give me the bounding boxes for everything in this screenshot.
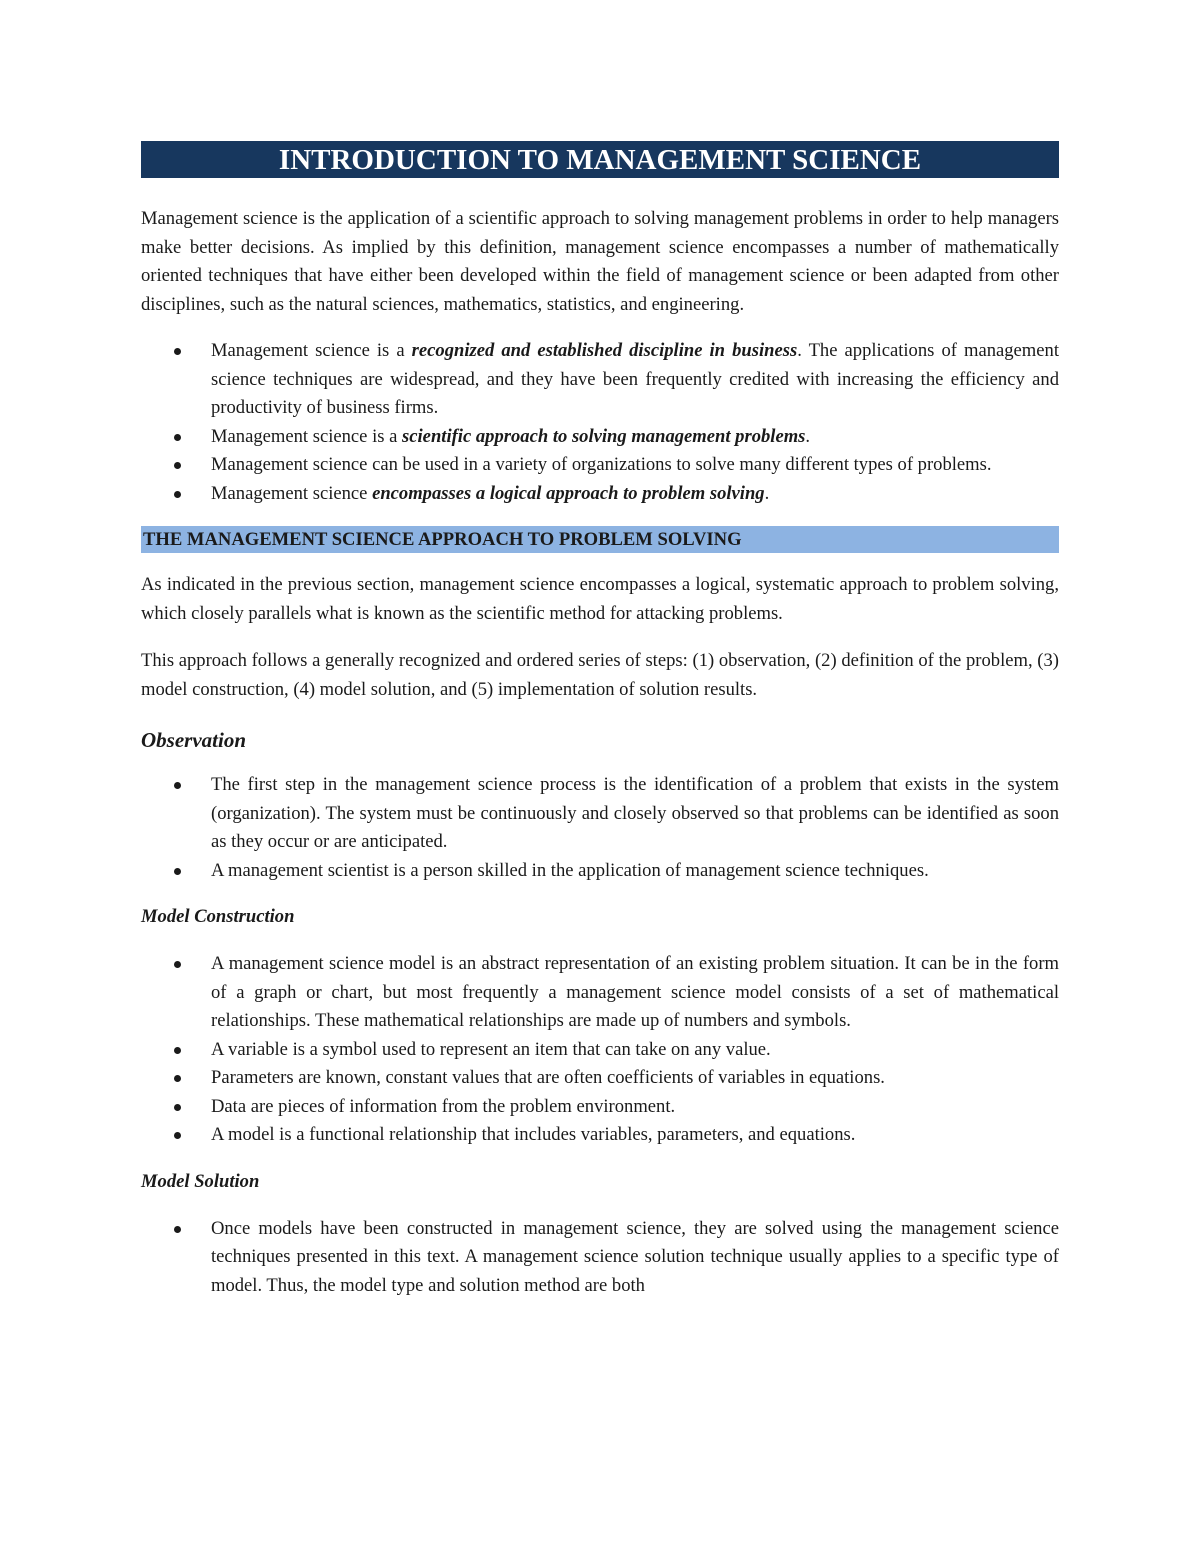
list-item: A management science model is an abstract representation of an existing problem situation. It can be in the form of a graph or chart, but most frequently a management science model consists of a set of mathematical relationships. These mathematical relationships are made up of numbers and symbols. [141,950,1059,1036]
observation-bullet-list [141,771,1059,885]
list-item: The first step in the management science process is the identification of a problem that exists in the system (organization). The system must be continuously and closely observed so that problems can be identified as soon as they occur or are anticipated. [141,771,1059,857]
approach-paragraph-1: As indicated in the previous section, management science encompasses a logical, systematic approach to problem solving, which closely parallels what is known as the scientific method for attacking problems. [141,574,1059,624]
list-item: Parameters are known, constant values that are often coefficients of variables in equations. [141,1064,1059,1093]
model-construction-bullet-list [141,950,1059,1150]
bullet-icon [174,782,181,789]
approach-paragraph-2: This approach follows a generally recognized and ordered series of steps: (1) observation, (2) definition of the problem, (3) model construction, (4) model solution, and (5) implementation of solution results. [141,650,1059,700]
intro-bullet-list [141,337,1059,508]
emphasis-text: scientific approach to solving management problems [402,425,806,447]
bullet-icon [174,491,181,498]
bullet-icon [174,462,181,469]
intro-paragraph: Management science is the application of a scientific approach to solving management problems in order to help managers make better decisions. As implied by this definition, management science encompasses a number of mathematically oriented techniques that have either been developed within the field of management science or been adapted from other disciplines, such as the natural sciences, mathematics, statistics, and engineering. [141,208,1059,315]
bullet-icon [174,1104,181,1111]
bullet-icon [174,348,181,355]
section-heading: THE MANAGEMENT SCIENCE APPROACH TO PROBLEM SOLVING [141,526,1059,553]
bullet-icon [174,961,181,968]
list-item: Management science is a scientific approach to solving management problems. [141,423,1059,452]
list-item: Management science can be used in a variety of organizations to solve many different types of problems. [141,451,1059,480]
list-item: Management science is a recognized and established discipline in business. The applications of management science techniques are widespread, and they have been frequently credited with increasing the efficiency and productivity of business firms. [141,337,1059,423]
list-item: Once models have been constructed in management science, they are solved using the management science techniques presented in this text. A management science solution technique usually applies to a specific type of model. Thus, the model type and solution method are both [141,1215,1059,1301]
bullet-icon [174,1047,181,1054]
bullet-icon [174,1226,181,1233]
list-item: A model is a functional relationship that includes variables, parameters, and equations. [141,1121,1059,1150]
list-item: A variable is a symbol used to represent an item that can take on any value. [141,1036,1059,1065]
bullet-icon [174,1132,181,1139]
list-item: Management science encompasses a logical approach to problem solving. [141,480,1059,509]
list-item: A management scientist is a person skilled in the application of management science techniques. [141,857,1059,886]
document-content [141,141,1059,1300]
bullet-icon [174,868,181,875]
emphasis-text: encompasses a logical approach to problem solving [372,482,765,504]
observation-heading: Observation [141,728,246,752]
model-construction-heading: Model Construction [141,906,295,927]
emphasis-text: recognized and established discipline in business [411,340,798,361]
model-solution-bullet-list [141,1215,1059,1301]
bullet-icon [174,1075,181,1082]
model-solution-heading: Model Solution [141,1170,260,1192]
list-item: Data are pieces of information from the problem environment. [141,1093,1059,1122]
bullet-icon [174,434,181,441]
document-title: INTRODUCTION TO MANAGEMENT SCIENCE [141,141,1059,178]
